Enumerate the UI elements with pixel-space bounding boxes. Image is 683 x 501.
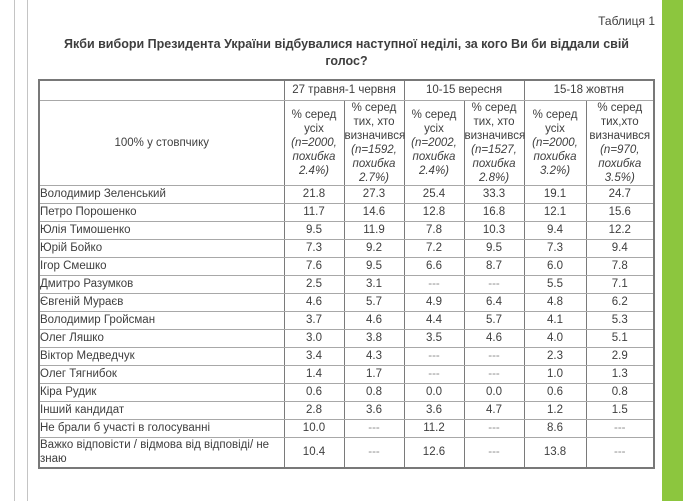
table-row	[39, 437, 654, 467]
value-cell: 5.7	[464, 311, 524, 329]
group-header-row	[39, 80, 654, 101]
value-cell: 3.4	[284, 347, 344, 365]
value-cell: 4.6	[344, 311, 404, 329]
value-cell: 5.5	[524, 275, 586, 293]
value-cell: 15.6	[586, 203, 654, 221]
value-cell: 2.8	[284, 401, 344, 419]
value-cell: 5.1	[586, 329, 654, 347]
value-cell: 7.8	[586, 257, 654, 275]
value-cell: 3.6	[404, 401, 464, 419]
value-cell: 12.6	[404, 437, 464, 467]
subheader-cell: % серед усіх (n=2002, похибка 2.4%)	[404, 100, 464, 185]
group-header-cell: 10-15 вересня	[404, 80, 524, 101]
subheader-row	[39, 100, 654, 185]
value-cell: 11.7	[284, 203, 344, 221]
value-cell: 1.2	[524, 401, 586, 419]
value-cell: 12.1	[524, 203, 586, 221]
table-row	[39, 347, 654, 365]
table-row	[39, 419, 654, 437]
value-cell: 9.4	[524, 221, 586, 239]
value-cell: 5.7	[344, 293, 404, 311]
page-edge-line	[27, 0, 28, 501]
table-row	[39, 185, 654, 203]
value-cell: 9.4	[586, 239, 654, 257]
value-cell: 1.7	[344, 365, 404, 383]
page-edge-line	[14, 0, 15, 501]
value-cell: 4.6	[284, 293, 344, 311]
row-label: Євгеній Мураєв	[39, 293, 284, 311]
row-label: Ігор Смешко	[39, 257, 284, 275]
value-cell: 3.8	[344, 329, 404, 347]
value-cell: 0.8	[586, 383, 654, 401]
value-cell: 4.1	[524, 311, 586, 329]
value-cell: 8.6	[524, 419, 586, 437]
value-cell: 6.6	[404, 257, 464, 275]
value-cell: 1.3	[586, 365, 654, 383]
value-cell: ---	[344, 437, 404, 467]
value-cell: 4.6	[464, 329, 524, 347]
value-cell: 0.0	[404, 383, 464, 401]
value-cell: 1.0	[524, 365, 586, 383]
table-row	[39, 365, 654, 383]
value-cell: 4.4	[404, 311, 464, 329]
subheader-cell: % серед тих, хто визначився (n=1592, похибка 2.7%)	[344, 101, 406, 184]
value-cell: 3.0	[284, 329, 344, 347]
value-cell: 11.2	[404, 419, 464, 437]
value-cell: 4.9	[404, 293, 464, 311]
table-row	[39, 311, 654, 329]
value-cell: ---	[404, 275, 464, 293]
value-cell: 2.3	[524, 347, 586, 365]
row-label: Дмитро Разумков	[39, 275, 284, 293]
value-cell: 4.7	[464, 401, 524, 419]
row-label: Віктор Медведчук	[39, 347, 284, 365]
subheader-cell: % серед усіх (n=2000, похибка 2.4%)	[284, 100, 344, 185]
value-cell: 0.6	[284, 383, 344, 401]
value-cell: ---	[344, 419, 404, 437]
value-cell: ---	[464, 347, 524, 365]
value-cell: 13.8	[524, 437, 586, 467]
value-cell: 4.3	[344, 347, 404, 365]
value-cell: 4.0	[524, 329, 586, 347]
value-cell: 3.5	[404, 329, 464, 347]
table-body	[39, 185, 654, 467]
value-cell: 6.2	[586, 293, 654, 311]
value-cell: 7.3	[284, 239, 344, 257]
row-label: Кіра Рудик	[39, 383, 284, 401]
green-accent-bar	[662, 0, 683, 501]
corner-label-cell: 100% у стовпчику	[39, 100, 284, 185]
row-label: Володимир Зеленський	[39, 185, 284, 203]
row-label: Інший кандидат	[39, 401, 284, 419]
table-number-label: Таблиця 1	[598, 14, 655, 28]
value-cell: 1.4	[284, 365, 344, 383]
value-cell: 24.7	[586, 185, 654, 203]
table-row	[39, 383, 654, 401]
value-cell: 9.2	[344, 239, 404, 257]
value-cell: 10.0	[284, 419, 344, 437]
value-cell: 3.1	[344, 275, 404, 293]
value-cell: 21.8	[284, 185, 344, 203]
value-cell: ---	[404, 347, 464, 365]
value-cell: 7.8	[404, 221, 464, 239]
value-cell: 7.2	[404, 239, 464, 257]
value-cell: 4.8	[524, 293, 586, 311]
row-label: Петро Порошенко	[39, 203, 284, 221]
value-cell: 9.5	[464, 239, 524, 257]
table-row	[39, 203, 654, 221]
value-cell: 5.3	[586, 311, 654, 329]
table-row	[39, 275, 654, 293]
value-cell: ---	[404, 365, 464, 383]
value-cell: 19.1	[524, 185, 586, 203]
value-cell: ---	[586, 419, 654, 437]
table-row	[39, 329, 654, 347]
group-header-cell: 15-18 жовтня	[524, 80, 654, 101]
value-cell: 27.3	[344, 185, 404, 203]
row-label: Важко відповісти / відмова від відповіді/ не знаю	[39, 437, 284, 467]
value-cell: 9.5	[284, 221, 344, 239]
corner-empty-cell	[39, 80, 284, 101]
table-row	[39, 401, 654, 419]
page-content	[38, 0, 655, 469]
row-label: Юлія Тимошенко	[39, 221, 284, 239]
subheader-cell: % серед тих,хто визначився (n=970, похибка 3.5%)	[586, 100, 654, 185]
survey-question-title: Якби вибори Президента України відбувалися наступної неділі, за кого Ви би віддали свій голос?	[64, 37, 629, 68]
value-cell: 10.3	[464, 221, 524, 239]
row-label: Олег Тягнибок	[39, 365, 284, 383]
value-cell: 9.5	[344, 257, 404, 275]
value-cell: 0.0	[464, 383, 524, 401]
value-cell: 7.3	[524, 239, 586, 257]
value-cell: 3.7	[284, 311, 344, 329]
value-cell: ---	[586, 437, 654, 467]
value-cell: 2.5	[284, 275, 344, 293]
poll-results-table	[38, 79, 655, 469]
value-cell: 0.8	[344, 383, 404, 401]
table-row	[39, 221, 654, 239]
row-label: Володимир Гройсман	[39, 311, 284, 329]
value-cell: ---	[464, 419, 524, 437]
value-cell: 11.9	[344, 221, 404, 239]
value-cell: 8.7	[464, 257, 524, 275]
value-cell: 7.6	[284, 257, 344, 275]
value-cell: ---	[464, 365, 524, 383]
value-cell: 6.0	[524, 257, 586, 275]
value-cell: 33.3	[464, 185, 524, 203]
group-header-cell: 27 травня-1 червня	[284, 80, 404, 101]
table-row	[39, 239, 654, 257]
value-cell: 10.4	[284, 437, 344, 467]
value-cell: 3.6	[344, 401, 404, 419]
value-cell: 1.5	[586, 401, 654, 419]
subheader-cell: % серед усіх (n=2000, похибка 3.2%)	[524, 100, 586, 185]
value-cell: 12.2	[586, 221, 654, 239]
table-row	[39, 257, 654, 275]
value-cell: 0.6	[524, 383, 586, 401]
value-cell: 14.6	[344, 203, 404, 221]
value-cell: 25.4	[404, 185, 464, 203]
table-row	[39, 293, 654, 311]
row-label: Олег Ляшко	[39, 329, 284, 347]
row-label: Юрій Бойко	[39, 239, 284, 257]
value-cell: 2.9	[586, 347, 654, 365]
value-cell: ---	[464, 437, 524, 467]
value-cell: 16.8	[464, 203, 524, 221]
row-label: Не брали б участі в голосуванні	[39, 419, 284, 437]
value-cell: 6.4	[464, 293, 524, 311]
value-cell: 12.8	[404, 203, 464, 221]
subheader-cell: % серед тих, хто визначився (n=1527, похибка 2.8%)	[464, 101, 526, 184]
value-cell: 7.1	[586, 275, 654, 293]
value-cell: ---	[464, 275, 524, 293]
